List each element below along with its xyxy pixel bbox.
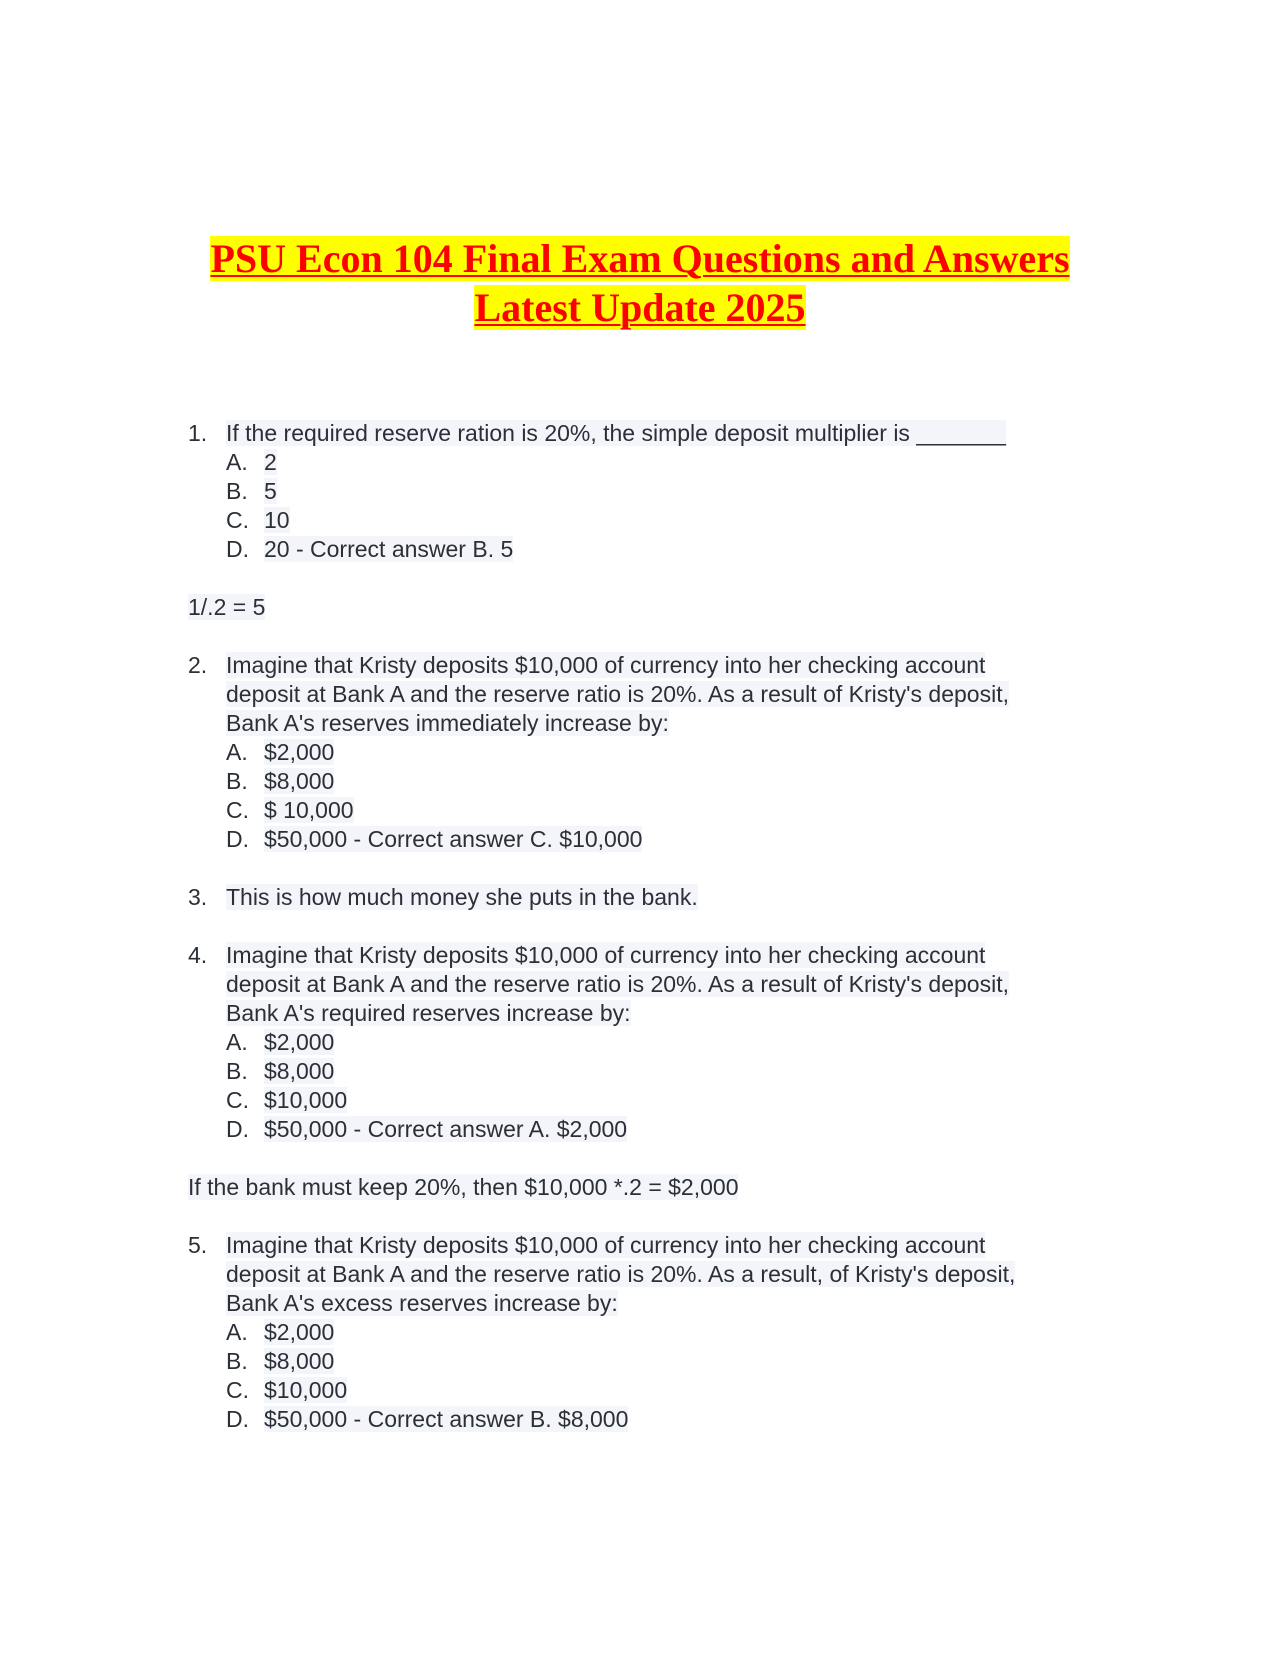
option-letter: B. [226, 1348, 248, 1374]
spacer [188, 912, 1108, 941]
option-letter: C. [226, 797, 249, 823]
option-d [188, 825, 1108, 854]
option-letter: D. [226, 536, 249, 562]
option-text: 5 [264, 478, 277, 504]
option-b [188, 1057, 1108, 1086]
question-text-line: Bank A's required reserves increase by: [226, 1000, 631, 1026]
option-a [188, 448, 1108, 477]
question-text-line: Bank A's excess reserves increase by: [226, 1290, 618, 1316]
document-title [160, 234, 1120, 332]
spacer [188, 564, 1108, 593]
question-text-line: Imagine that Kristy deposits $10,000 of currency into her checking account [226, 942, 986, 968]
option-d [188, 535, 1108, 564]
question-text-line: deposit at Bank A and the reserve ratio is 20%. As a result of Kristy's deposit, [226, 681, 1009, 707]
explanation-text: 1/.2 = 5 [188, 594, 266, 620]
option-letter: A. [226, 739, 248, 765]
explanation-text: If the bank must keep 20%, then $10,000 *.2 = $2,000 [188, 1174, 739, 1200]
question-3 [188, 883, 1108, 912]
option-text: $2,000 [264, 739, 335, 765]
spacer [188, 1202, 1108, 1231]
option-letter: C. [226, 1377, 249, 1403]
option-text: 20 - Correct answer B. 5 [264, 536, 514, 562]
option-b [188, 767, 1108, 796]
option-text: $8,000 [264, 1348, 335, 1374]
option-text: $50,000 - Correct answer B. $8,000 [264, 1406, 629, 1432]
question-number: 4. [188, 942, 208, 968]
option-d [188, 1115, 1108, 1144]
option-letter: B. [226, 478, 248, 504]
question-text-line: Imagine that Kristy deposits $10,000 of currency into her checking account [226, 652, 986, 678]
option-text: $8,000 [264, 768, 335, 794]
question-text-line: Imagine that Kristy deposits $10,000 of currency into her checking account [226, 1232, 986, 1258]
question-4-options [188, 1028, 1108, 1144]
option-letter: D. [226, 826, 249, 852]
explanation-2 [188, 1173, 1108, 1202]
option-a [188, 738, 1108, 767]
question-text: If the required reserve ration is 20%, the simple deposit multiplier is _______ [226, 420, 1006, 446]
explanation-1 [188, 593, 1108, 622]
option-letter: C. [226, 1087, 249, 1113]
option-letter: C. [226, 507, 249, 533]
title-line-2: Latest Update 2025 [474, 285, 806, 330]
question-number: 3. [188, 884, 208, 910]
question-2 [188, 651, 1108, 738]
option-text: $2,000 [264, 1029, 335, 1055]
option-letter: D. [226, 1406, 249, 1432]
question-5 [188, 1231, 1108, 1318]
question-text-line: deposit at Bank A and the reserve ratio is 20%. As a result, of Kristy's deposit, [226, 1261, 1016, 1287]
question-number: 2. [188, 652, 208, 678]
question-2-options [188, 738, 1108, 854]
question-text-line: Bank A's reserves immediately increase by: [226, 710, 669, 736]
option-b [188, 477, 1108, 506]
spacer [188, 854, 1108, 883]
option-text: $10,000 [264, 1377, 348, 1403]
question-number: 5. [188, 1232, 208, 1258]
question-1-options [188, 448, 1108, 564]
title-line-1: PSU Econ 104 Final Exam Questions and Answers [210, 236, 1070, 281]
option-text: $50,000 - Correct answer A. $2,000 [264, 1116, 628, 1142]
option-letter: B. [226, 768, 248, 794]
option-letter: A. [226, 1319, 248, 1345]
option-a [188, 1318, 1108, 1347]
option-text: $50,000 - Correct answer C. $10,000 [264, 826, 643, 852]
question-5-options [188, 1318, 1108, 1434]
spacer [188, 1144, 1108, 1173]
document-body [188, 419, 1108, 1434]
option-text: $8,000 [264, 1058, 335, 1084]
question-4 [188, 941, 1108, 1028]
option-text: 10 [264, 507, 290, 533]
option-c [188, 1086, 1108, 1115]
spacer [188, 622, 1108, 651]
option-text: $10,000 [264, 1087, 348, 1113]
option-letter: A. [226, 1029, 248, 1055]
option-c [188, 506, 1108, 535]
option-letter: A. [226, 449, 248, 475]
question-text-line: deposit at Bank A and the reserve ratio is 20%. As a result of Kristy's deposit, [226, 971, 1009, 997]
option-a [188, 1028, 1108, 1057]
option-d [188, 1405, 1108, 1434]
option-c [188, 796, 1108, 825]
option-letter: D. [226, 1116, 249, 1142]
question-text: This is how much money she puts in the bank. [226, 884, 698, 910]
option-b [188, 1347, 1108, 1376]
option-letter: B. [226, 1058, 248, 1084]
option-text: $ 10,000 [264, 797, 354, 823]
option-c [188, 1376, 1108, 1405]
question-number: 1. [188, 420, 208, 446]
option-text: $2,000 [264, 1319, 335, 1345]
question-1 [188, 419, 1108, 448]
option-text: 2 [264, 449, 277, 475]
